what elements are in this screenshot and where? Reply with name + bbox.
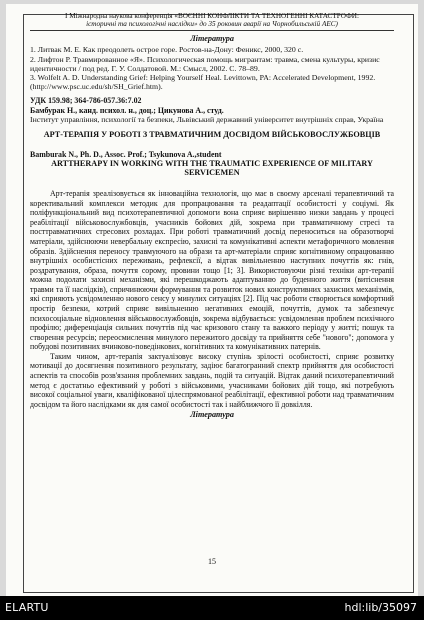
header-divider: [30, 30, 394, 31]
reference-list: [30, 45, 394, 91]
article-title-ukrainian: АРТ-ТЕРАПІЯ У РОБОТІ З ТРАВМАТИЧНИМ ДОСВІДОМ ВІЙСЬКОВОСЛУЖБОВЦІВ: [43, 130, 381, 140]
reference-item-1: 1. Литвак М. Е. Как преодолеть острое горе. Ростов-на-Дону: Феникс, 2000, 320 с.: [30, 45, 304, 55]
reference-item-3: 3. Wolfelt A. D. Understanding Grief: Helping Yourself Heal. Levittown, PA: Accelerated Development, 1992. (http://www.psc.uc.edu/sh/SH_Grief.htm).: [30, 73, 376, 92]
handle-identifier: hdl:lib/35097: [344, 601, 417, 614]
body-paragraph-2: Таким чином, арт-терапія зактуалізовує високу ступінь зрілості особистості, сприяє розвитку мотивації до досягнення позитивного результату, задіює багатогранний спектр прийняття для особистості аспектів та способів розв'язання проблемних завдань, подій та ситуацій. Відтак даний психотерапевтичний метод є достатньо ефективний у роботі з військовими, учасниками бойових дій тощо, які потребують високої соціальної уваги, кваліфікованої цілеспрямованої реабілітації, ефективної роботи над травматичним досвідом та його наслідками як для самої особистості так і найближчого її довкілля.: [30, 351, 394, 409]
conference-header-line-1: І Міжнародна наукова конференція «ВОЄННІ КОНФЛІКТИ ТА ТЕХНОГЕННІ КАТАСТРОФИ:: [65, 12, 359, 20]
authors-english: Bamburak N., Ph. D., Assoc. Prof.; Tsykunova A.,student: [30, 149, 222, 159]
repository-label: ELARTU: [5, 601, 49, 614]
page-content: [30, 12, 394, 566]
references-title: Література: [190, 34, 234, 44]
affiliation-ukrainian: Інститут управління, психології та безпеки, Львівський державний університет внутрішніх справ, Україна: [30, 115, 384, 125]
article-title-english: ARTTHERAPY IN WORKING WITH THE TRAUMATIC EXPERIENCE OF MILITARY SERVICEMEN: [51, 158, 373, 177]
body-paragraph-1: Арт-терапія зреалізовується як інноваційна технологія, що має в своєму арсеналі терапевтичний та корективальний комплекси методик для пропрацювання та реадаптації особистості у соціумі. Як поліфункціональний вид психотерапевтичної допомоги вона сприяє вирішенню низки завдань у процесі реабілітації військовослужбовців, учасників бойових дій, зокрема при травматичному стресі та посттравматичних стресових розладах. При роботі травматичний досвід переноситься на образотворчі матеріали, здійснюючи невербальну експресію, захисні та комунікативні аспекти метафоричного мовлення образів. Здійснення переносу травмуючого на образи та арт-матеріали сприяє когнітивному опрацюванню внутрішніх особистісних переживань, рефлексії, а відтак вивільненню наступних почуттів як: гнів, роздратування, образа, почуття сорому, провини тощо [1; 3]. Використовуючи різні техніки арт-терапії можна подолати захисні механізми, які перешкоджають адаптуванню до буденного життя (витіснення травми та її наслідків), спричинюючи формування та розвиток нових конструктивних захисних механізмів, які сприяють усвідомленню нового сенсу у минулих ситуаціях [2]. Під час роботи створюється комфортний простір безпеки, котрий сприяє вивільненню негативних емоцій, почуттів, думок та забезпечує психосоціальне відновлення військовослужбовців, зокрема відбувається: усвідомлення проблем психічного профілю; диференціація сильних почуттів під час кризового стану та важкого періоду у житті; пошук та створення ресурсів; переосмислення минулого пережитого досвіду та прийняття себе "нового"; допомога у побудові позитивних вчинково-поведінкових, когнітивних та комунікативних патернів.: [30, 189, 394, 352]
authors-ukrainian: Бамбурак Н., канд. психол. н., доц.; Цикунова А., студ.: [30, 106, 224, 116]
literature-heading: Література: [190, 410, 234, 420]
conference-header-line-2: історичні та психологічні наслідки» до 35 роковин аварії на Чорнобильській АЕС): [86, 20, 338, 29]
page-number: 15: [208, 557, 216, 566]
reference-item-2: 2. Лифтон Р. Травмированное «Я». Психологическая помощь мигрантам: травма, смена культуры, кризис идентичности / под ред. Г. У. Солдатовой. М.: Смысл, 2002. С. 78–89.: [30, 54, 380, 73]
udc-code: УДК 159.98; 364-786-057.36:7.02: [30, 96, 142, 106]
